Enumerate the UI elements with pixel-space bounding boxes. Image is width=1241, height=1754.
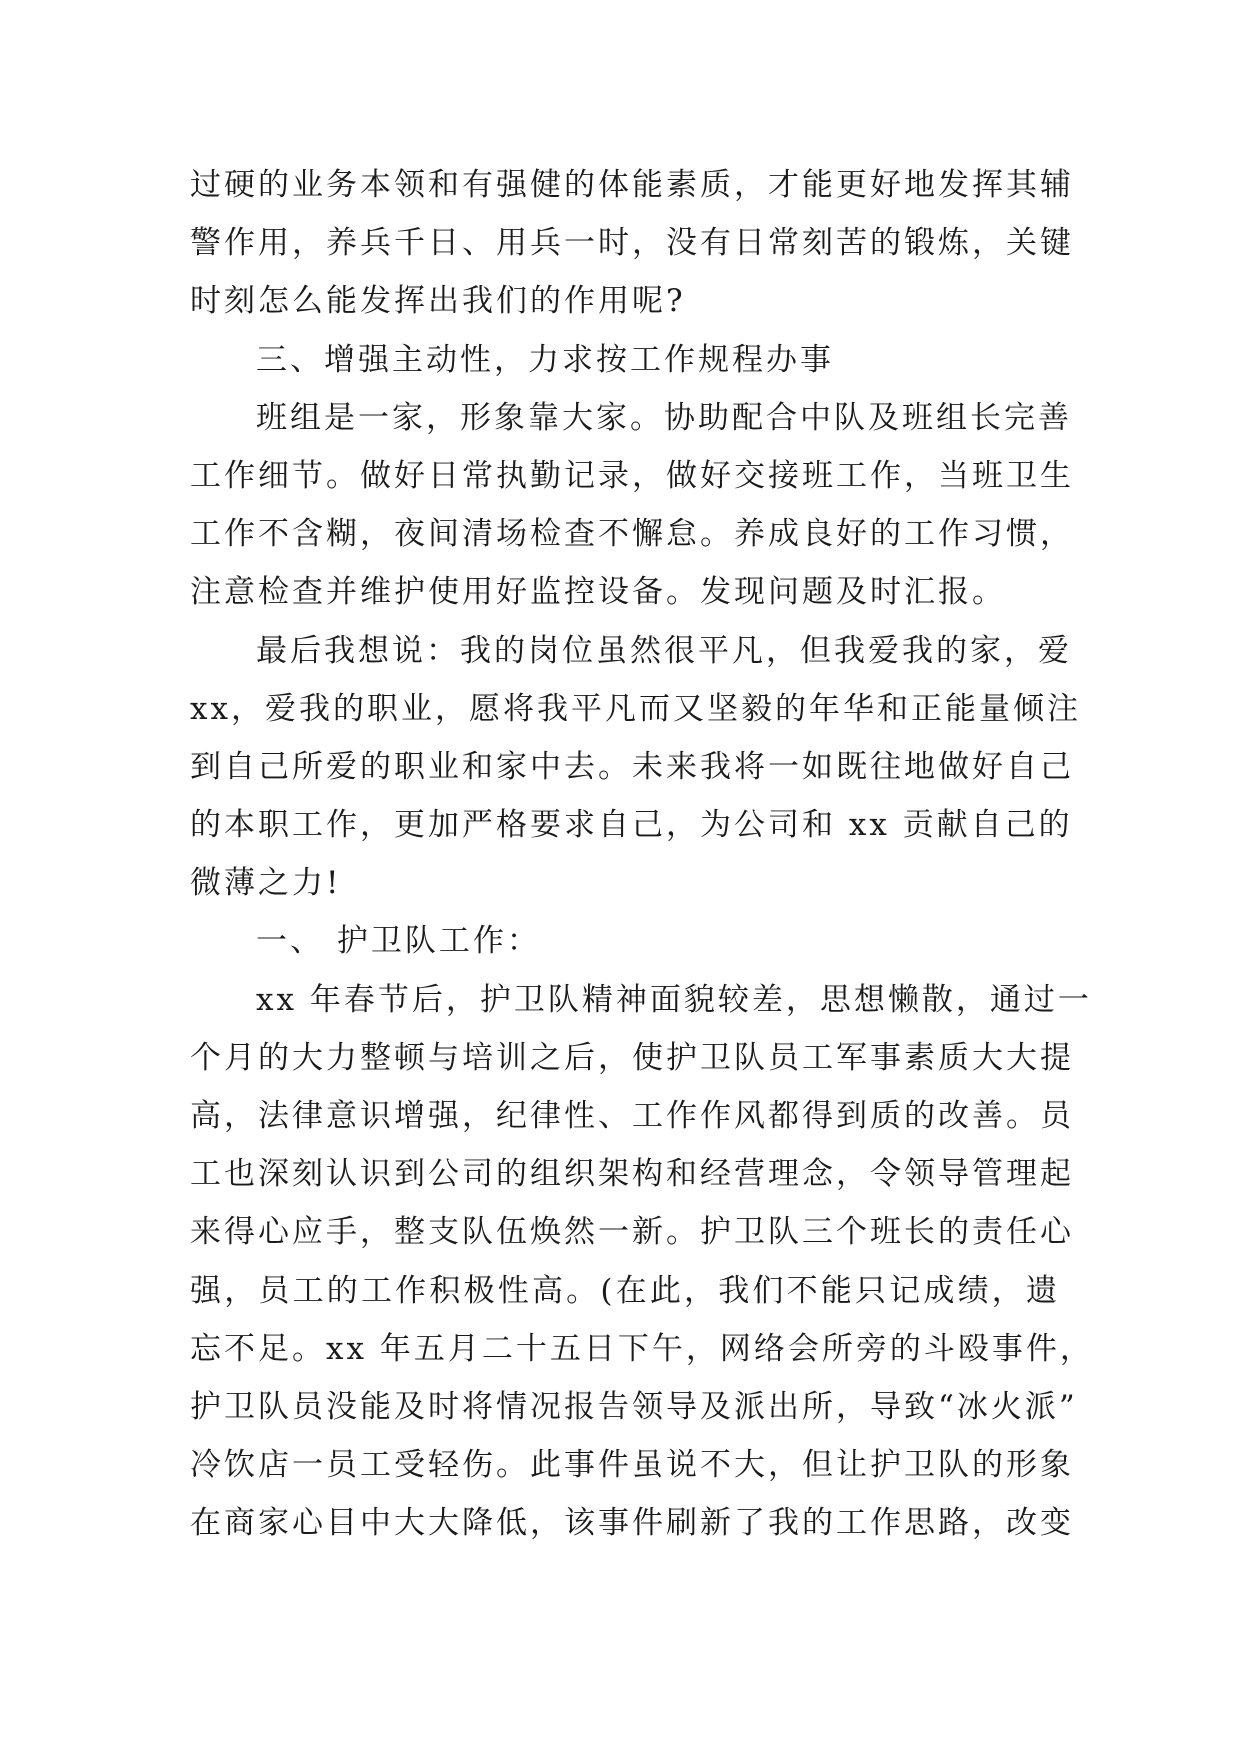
text-line: 来得心应手，整支队伍焕然一新。护卫队三个班长的责任心 (190, 1214, 1074, 1251)
section-heading (190, 912, 1060, 970)
text-line: 高，法律意识增强，纪律性、工作作风都得到质的改善。员 (190, 1098, 1074, 1134)
text-line: 强，员工的工作积极性高。(在此，我们不能只记成绩，遗 (190, 1272, 1060, 1309)
paragraph (190, 971, 1094, 1553)
text-line: 在商家心目中大大降低，该事件刷新了我的工作思路，改变 (190, 1505, 1074, 1542)
text-line: 冷饮店一员工受轻伤。此事件虽说不大，但让护卫队的形象 (190, 1447, 1074, 1484)
text-line: 时刻怎么能发挥出我们的作用呢? (190, 283, 686, 320)
text-line: 注意检查并维护使用好监控设备。发现问题及时汇报。 (190, 574, 1006, 611)
text-line: 最后我想说：我的岗位虽然很平凡，但我爱我的家，爱 (256, 632, 1072, 669)
paragraph (190, 389, 1074, 622)
text-line: 的本职工作，更加严格要求自己，为公司和 xx 贡献自己的 (190, 807, 1073, 844)
text-line: 警作用，养兵千日、用兵一时，没有日常刻苦的锻炼，关键 (190, 225, 1074, 262)
text-line: 工作细节。做好日常执勤记录，做好交接班工作，当班卫生 (190, 457, 1074, 494)
text-line: 忘不足。xx 年五月二十五日下午，网络会所旁的斗殴事件， (190, 1330, 1094, 1367)
text-line: 微薄之力! (190, 865, 342, 902)
text-line: 一、 护卫队工作： (256, 923, 541, 960)
text-line: 工作不含糊，夜间清场检查不懈怠。养成良好的工作习惯， (190, 516, 1074, 553)
document-body (190, 156, 1094, 1553)
paragraph (190, 622, 1081, 913)
text-line: 班组是一家，形象靠大家。协助配合中队及班组长完善 (256, 399, 1072, 436)
text-line: 工也深刻认识到公司的组织架构和经营理念，令领导管理起 (190, 1156, 1074, 1193)
paragraph (190, 156, 1074, 331)
text-line: 护卫队员没能及时将情况报告领导及派出所，导致“冰火派” (190, 1388, 1078, 1425)
text-line: xx，爱我的职业，愿将我平凡而又坚毅的年华和正能量倾注 (190, 690, 1081, 727)
text-line: 个月的大力整顿与培训之后，使护卫队员工军事素质大大提 (190, 1039, 1074, 1076)
text-line: 到自己所爱的职业和家中去。未来我将一如既往地做好自己 (190, 748, 1074, 785)
text-line: xx 年春节后，护卫队精神面貌较差，思想懒散，通过一 (256, 981, 1092, 1018)
text-line: 过硬的业务本领和有强健的体能素质，才能更好地发挥其辅 (190, 167, 1074, 203)
text-line: 三、增强主动性，力求按工作规程办事 (256, 341, 834, 378)
section-heading (190, 331, 1060, 389)
